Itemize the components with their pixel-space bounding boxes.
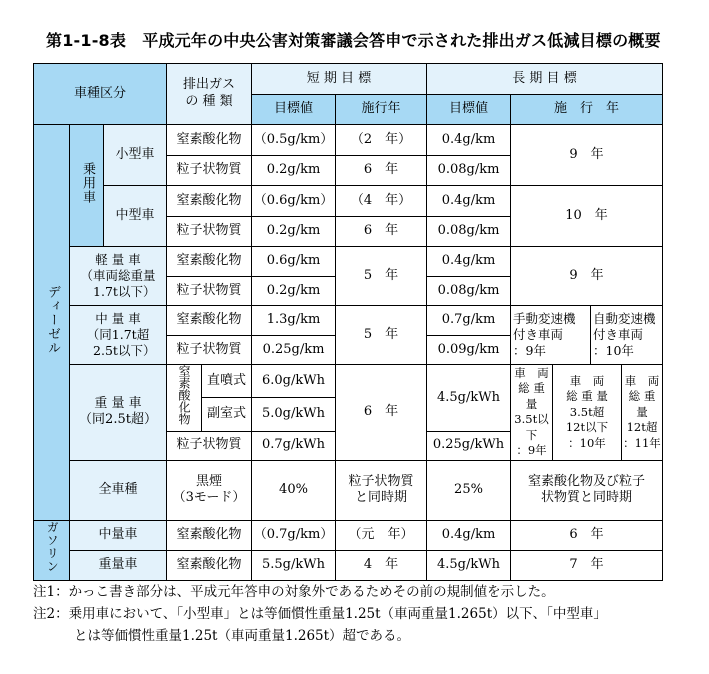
mid-pm-long-target: 0.09g/km (427, 336, 511, 365)
header-enforce-year-long: 施 行 年 (511, 95, 663, 125)
light-pm-short-target: 0.2g/km (252, 277, 336, 306)
small-nox-long-target: 0.4g/km (427, 125, 511, 156)
row-mid-label: 中 量 車 （同1.7t超 2.5t以下） (70, 306, 167, 365)
heavy-long-year-1: 車 両 総 重 量 3.5t以下 ：9年 (511, 365, 553, 461)
header-enforce-year-short: 施行年 (336, 95, 427, 125)
heavy-direct-label: 直噴式 (202, 365, 252, 398)
mid-pm-short-target: 0.25g/km (252, 336, 336, 365)
group-passenger: 乗用車 (70, 125, 104, 247)
medium-nox-label: 窒素酸化物 (167, 186, 252, 217)
light-pm-long-target: 0.08g/km (427, 277, 511, 306)
footnote-2: 注2：乗用車において、「小型車」とは等価慣性重量1.25t（車両重量1.265t）以下、「中型車」 (33, 606, 607, 622)
group-gasoline: ガソリン (34, 520, 70, 580)
footnotes (33, 581, 607, 647)
light-pm-label: 粒子状物質 (167, 277, 252, 306)
gas-mid-short-target: （0.7g/km） (252, 520, 336, 550)
medium-long-year: 10 年 (511, 186, 663, 247)
mid-long-year-auto: 自動変速機 付き車両 ：10年 (591, 306, 663, 365)
heavy-pm-short-target: 0.7g/kWh (252, 431, 336, 460)
light-long-year: 9 年 (511, 247, 663, 306)
group-diesel: ディーゼル (34, 125, 70, 521)
gas-heavy-short-target: 5.5g/kWh (252, 550, 336, 580)
gas-mid-long-year: 6 年 (511, 520, 663, 550)
emission-target-table (33, 63, 663, 581)
all-long-year: 窒素酸化物及び粒子 状物質と同時期 (511, 460, 663, 520)
header-target-value-long: 目標値 (427, 95, 511, 125)
mid-pm-label: 粒子状物質 (167, 336, 252, 365)
heavy-long-year-3: 車 両 総 重 量 12t超 ：11年 (622, 365, 663, 461)
small-nox-short-target: （0.5g/km） (252, 125, 336, 156)
medium-pm-label: 粒子状物質 (167, 217, 252, 247)
small-pm-short-target: 0.2g/km (252, 156, 336, 186)
header-short-term: 短 期 目 標 (252, 64, 427, 95)
light-nox-label: 窒素酸化物 (167, 247, 252, 277)
mid-short-year: 5 年 (336, 306, 427, 365)
medium-nox-long-target: 0.4g/km (427, 186, 511, 217)
gas-mid-gas-label: 窒素酸化物 (167, 520, 252, 550)
heavy-long-year-2: 車 両 総 重 量 3.5t超 12t以下 ：10年 (553, 365, 622, 461)
all-short-year: 粒子状物質 と同時期 (336, 460, 427, 520)
light-nox-short-target: 0.6g/km (252, 247, 336, 277)
mid-nox-long-target: 0.7g/km (427, 306, 511, 336)
row-light-label: 軽 量 車 （車両総重量 1.7t以下） (70, 247, 167, 306)
row-heavy-label: 重 量 車 （同2.5t超） (70, 365, 167, 461)
small-pm-label: 粒子状物質 (167, 156, 252, 186)
row-medium-label: 中型車 (104, 186, 167, 247)
heavy-pm-label: 粒子状物質 (167, 431, 252, 460)
mid-nox-label: 窒素酸化物 (167, 306, 252, 336)
light-nox-long-target: 0.4g/km (427, 247, 511, 277)
small-pm-long-target: 0.08g/km (427, 156, 511, 186)
small-nox-label: 窒素酸化物 (167, 125, 252, 156)
all-long-target: 25% (427, 460, 511, 520)
page-title: 第1-1-8表 平成元年の中央公害対策審議会答申で示された排出ガス低減目標の概要 (46, 31, 661, 50)
header-long-term: 長 期 目 標 (427, 64, 663, 95)
header-vehicle-class: 車種区分 (34, 64, 167, 125)
heavy-indirect-short-target: 5.0g/kWh (252, 398, 336, 431)
all-short-target: 40% (252, 460, 336, 520)
heavy-short-year: 6 年 (336, 365, 427, 461)
header-gas-type: 排出ガス の 種 類 (167, 64, 252, 125)
medium-nox-short-year: （4 年） (336, 186, 427, 217)
small-nox-short-year: （2 年） (336, 125, 427, 156)
medium-pm-short-target: 0.2g/km (252, 217, 336, 247)
header-target-value-short: 目標値 (252, 95, 336, 125)
row-gas-heavy-label: 重量車 (70, 550, 167, 580)
row-small-label: 小型車 (104, 125, 167, 186)
gas-heavy-long-year: 7 年 (511, 550, 663, 580)
mid-nox-short-target: 1.3g/km (252, 306, 336, 336)
heavy-pm-long-target: 0.25g/kWh (427, 431, 511, 460)
all-gas-label: 黒煙 （3モード） (167, 460, 252, 520)
gas-heavy-long-target: 4.5g/kWh (427, 550, 511, 580)
heavy-indirect-label: 副室式 (202, 398, 252, 431)
medium-pm-short-year: 6 年 (336, 217, 427, 247)
small-pm-short-year: 6 年 (336, 156, 427, 186)
mid-long-year-manual: 手動変速機 付き車両 ：9年 (511, 306, 591, 365)
row-gas-mid-label: 中量車 (70, 520, 167, 550)
small-long-year: 9 年 (511, 125, 663, 186)
heavy-nox-group-label: 窒素酸化物 (167, 365, 202, 432)
gas-heavy-gas-label: 窒素酸化物 (167, 550, 252, 580)
row-all-label: 全車種 (70, 460, 167, 520)
footnote-1: 注1：かっこ書き部分は、平成元年答申の対象外であるためその前の規制値を示した。 (33, 584, 555, 600)
medium-pm-long-target: 0.08g/km (427, 217, 511, 247)
gas-heavy-short-year: 4 年 (336, 550, 427, 580)
gas-mid-long-target: 0.4g/km (427, 520, 511, 550)
light-short-year: 5 年 (336, 247, 427, 306)
heavy-nox-long-target: 4.5g/kWh (427, 365, 511, 432)
gas-mid-short-year: （元 年） (336, 520, 427, 550)
footnote-2-continued: とは等価慣性重量1.25t（車両重量1.265t）超である。 (74, 628, 411, 644)
medium-nox-short-target: （0.6g/km） (252, 186, 336, 217)
heavy-direct-short-target: 6.0g/kWh (252, 365, 336, 398)
